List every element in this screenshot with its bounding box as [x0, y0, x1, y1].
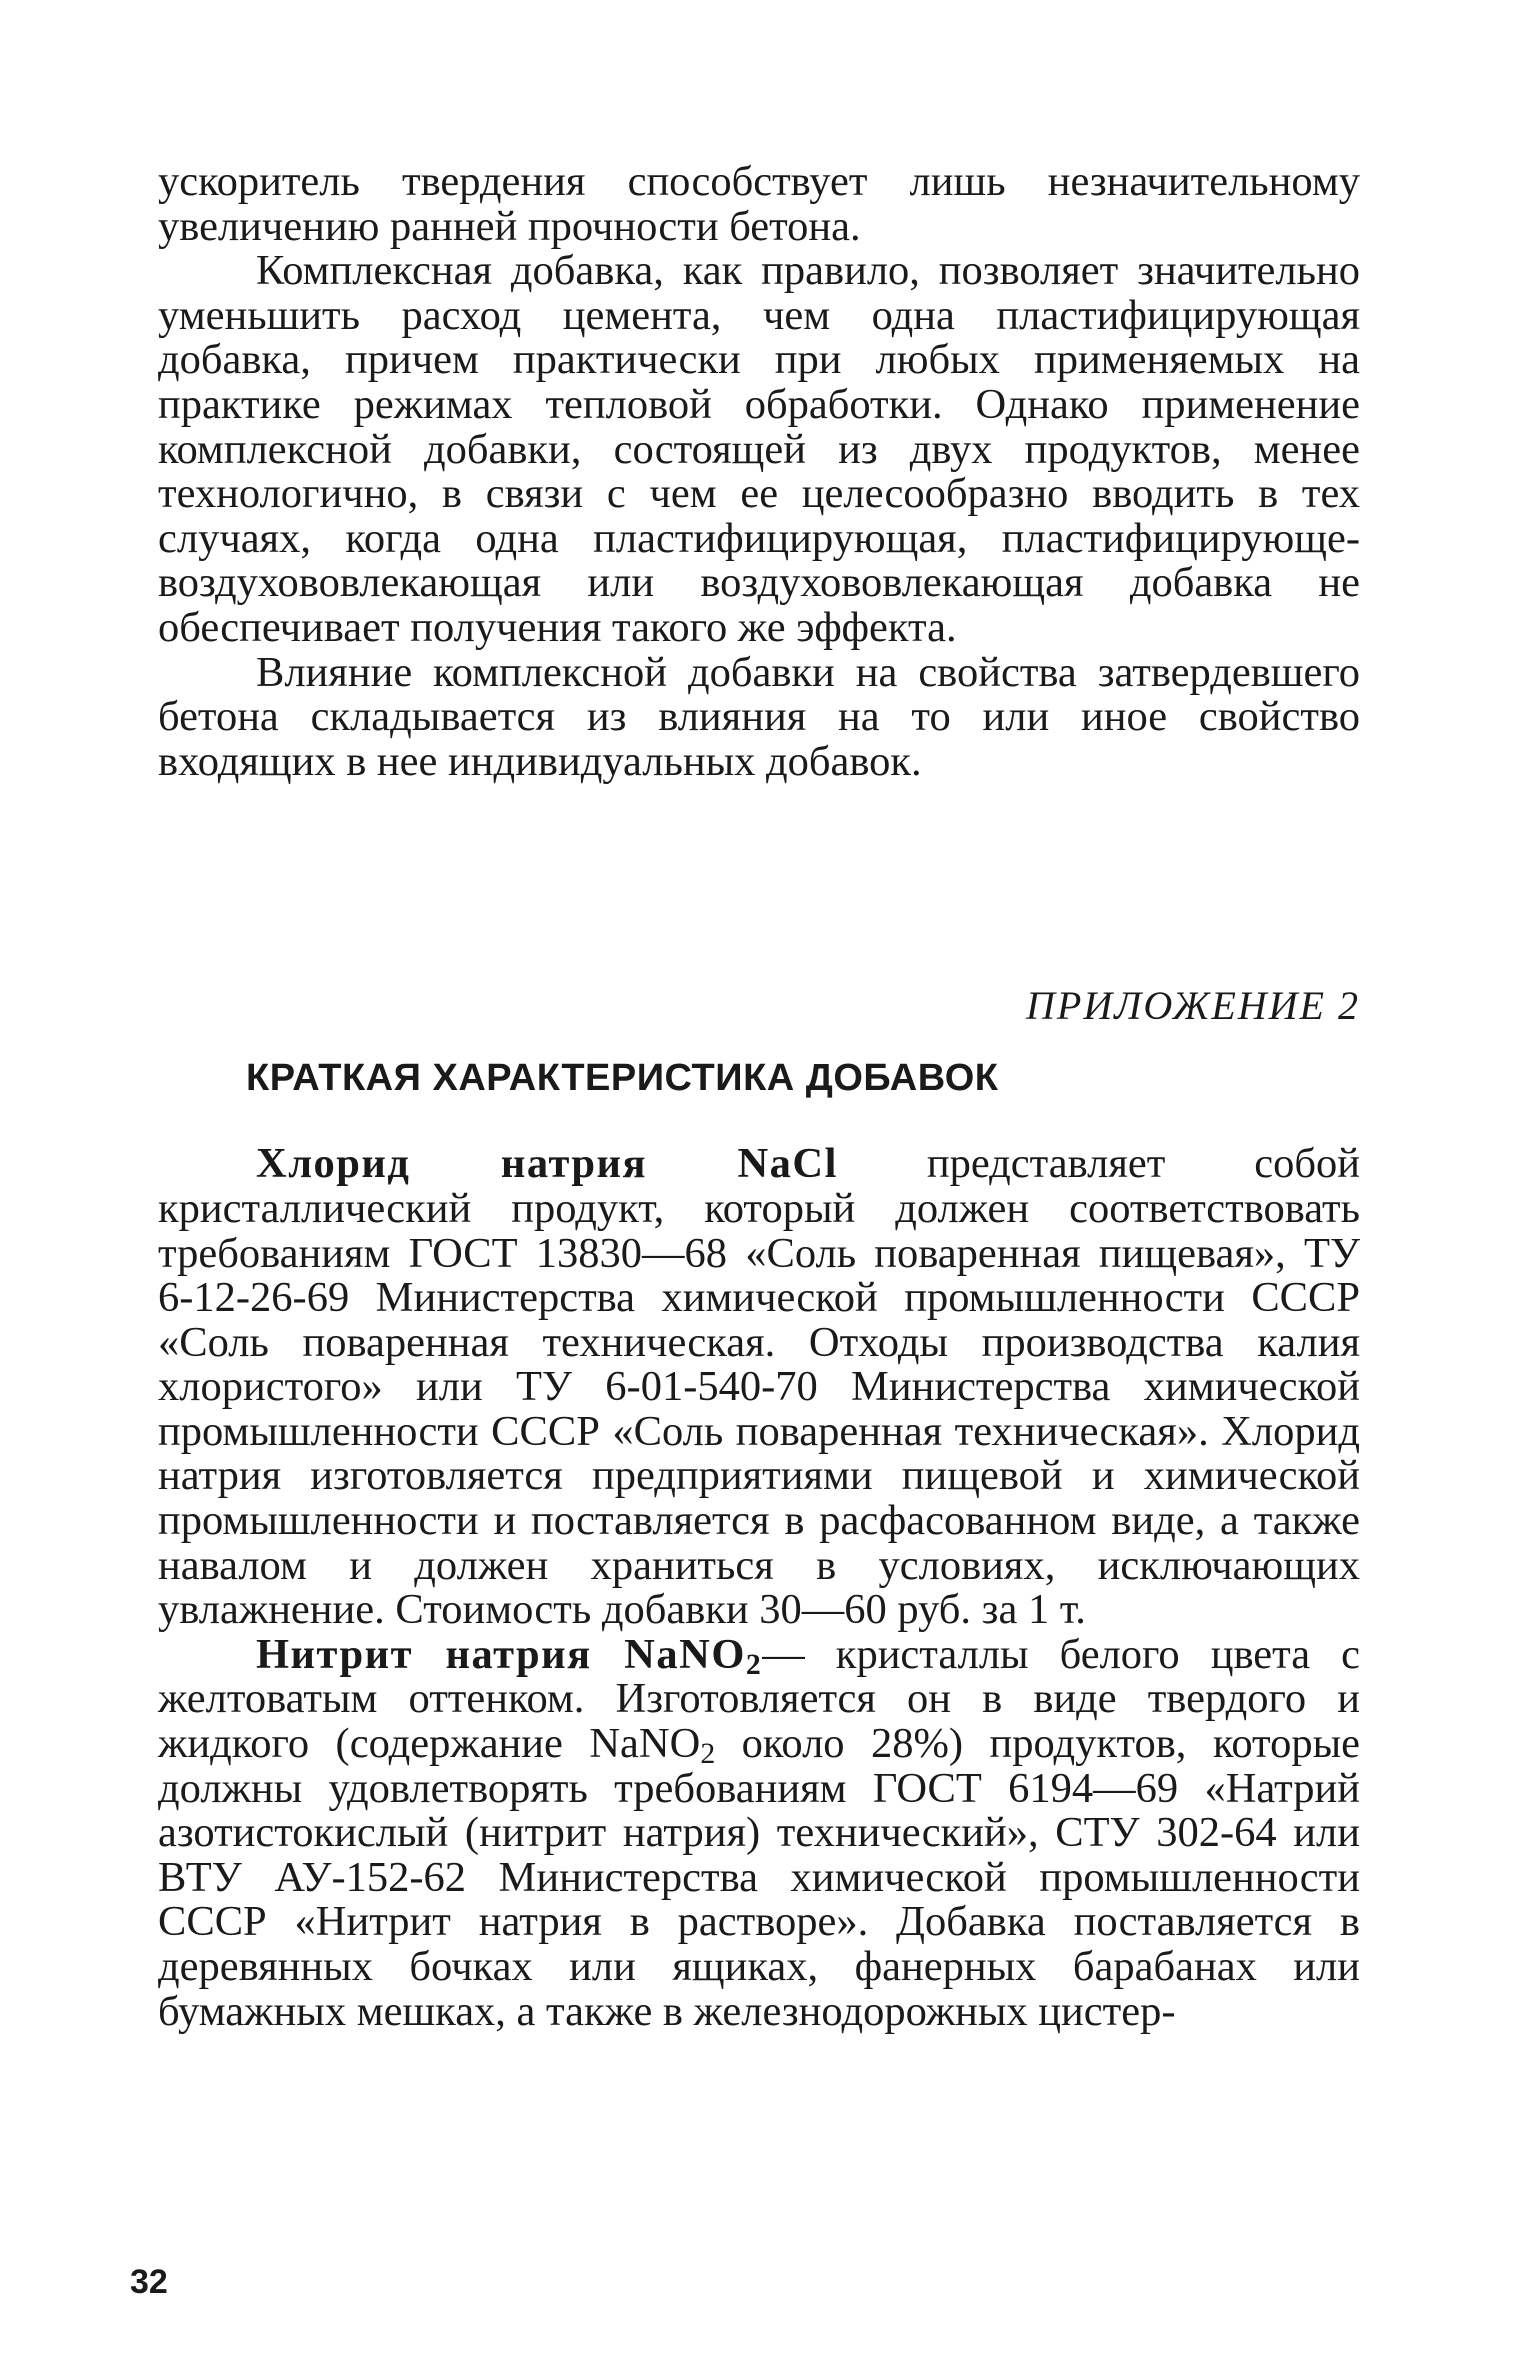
entry-text-after-formula: около 28%) продуктов, которые должны удовлетворять требованиям ГОСТ 6194—69 «Натрий азотистокислый (нитрит натрия) технический», СТУ 302-64 или ВТУ АУ-152-62 Министерства химической промышленности СССР «Нитрит натрия в растворе». Добавка поставляется в деревянных бочках или ящиках, фанерных барабанах или бумажных мешках, а также в железнодорожных цистер-: [158, 1720, 1360, 2035]
entry-term-prefix: Нитрит натрия NaNO: [256, 1630, 746, 1678]
paragraph-continuation: ускоритель твердения способствует лишь незначительному увеличению ранней прочности бетона.: [158, 158, 1360, 250]
page-content: [158, 160, 1360, 2034]
entry-term-subscript: 2: [745, 1647, 763, 1681]
section-heading: КРАТКАЯ ХАРАКТЕРИСТИКА ДОБАВОК: [246, 1057, 999, 1100]
entry-text: представляет собой кристаллический продукт, который должен соответствовать требованиям ГОСТ 13830—68 «Соль поваренная пищевая», ТУ 6-12-26-69 Министерства химической промышленности СССР «Соль поваренная техническая. Отходы производства калия хлористого» или ТУ 6-01-540-70 Министерства химической промышленности СССР «Соль поваренная техническая». Хлорид натрия изготовляется предприятиями пищевой и химической промышленности и поставляется в расфасованном виде, а также навалом и должен храниться в условиях, исключающих увлажнение. Стоимость добавки 30—60 руб. за 1 т.: [158, 1140, 1360, 1634]
appendix-label: ПРИЛОЖЕНИЕ 2: [1026, 983, 1360, 1029]
section-gap: [158, 784, 1360, 982]
entry-formula-subscript: 2: [700, 1736, 716, 1770]
entry-text-before-formula: — кристаллы белого цвета с желтоватым оттенком. Изготовляется он в виде твердого и жидкого (содержание NaNO: [158, 1630, 1360, 1768]
entry-sodium-chloride: [158, 1142, 1360, 1633]
paragraph-complex-additive: Комплексная добавка, как правило, позволяет значительно уменьшить расход цемента, чем одна пластифицирующая добавка, причем практически при любых применяемых на практике режимах тепловой обработки. Однако применение комплексной добавки, состоящей из двух продуктов, менее технологично, в связи с чем ее целесообразно вводить в тех случаях, когда одна пластифицирующая, пластифицирующе-воздухововлекающая или воздухововлекающая добавка не обеспечивает получения такого же эффекта.: [158, 247, 1360, 651]
paragraph-influence: Влияние комплексной добавки на свойства затвердевшего бетона складывается из влияния на то или иное свойство входящих в нее индивидуальных добавок.: [158, 648, 1360, 785]
entry-term: Хлорид натрия NaCl: [256, 1140, 838, 1188]
entry-sodium-nitrite: [158, 1630, 1360, 2035]
page-number: 32: [130, 2263, 168, 2301]
entry-term: [256, 1630, 763, 1681]
